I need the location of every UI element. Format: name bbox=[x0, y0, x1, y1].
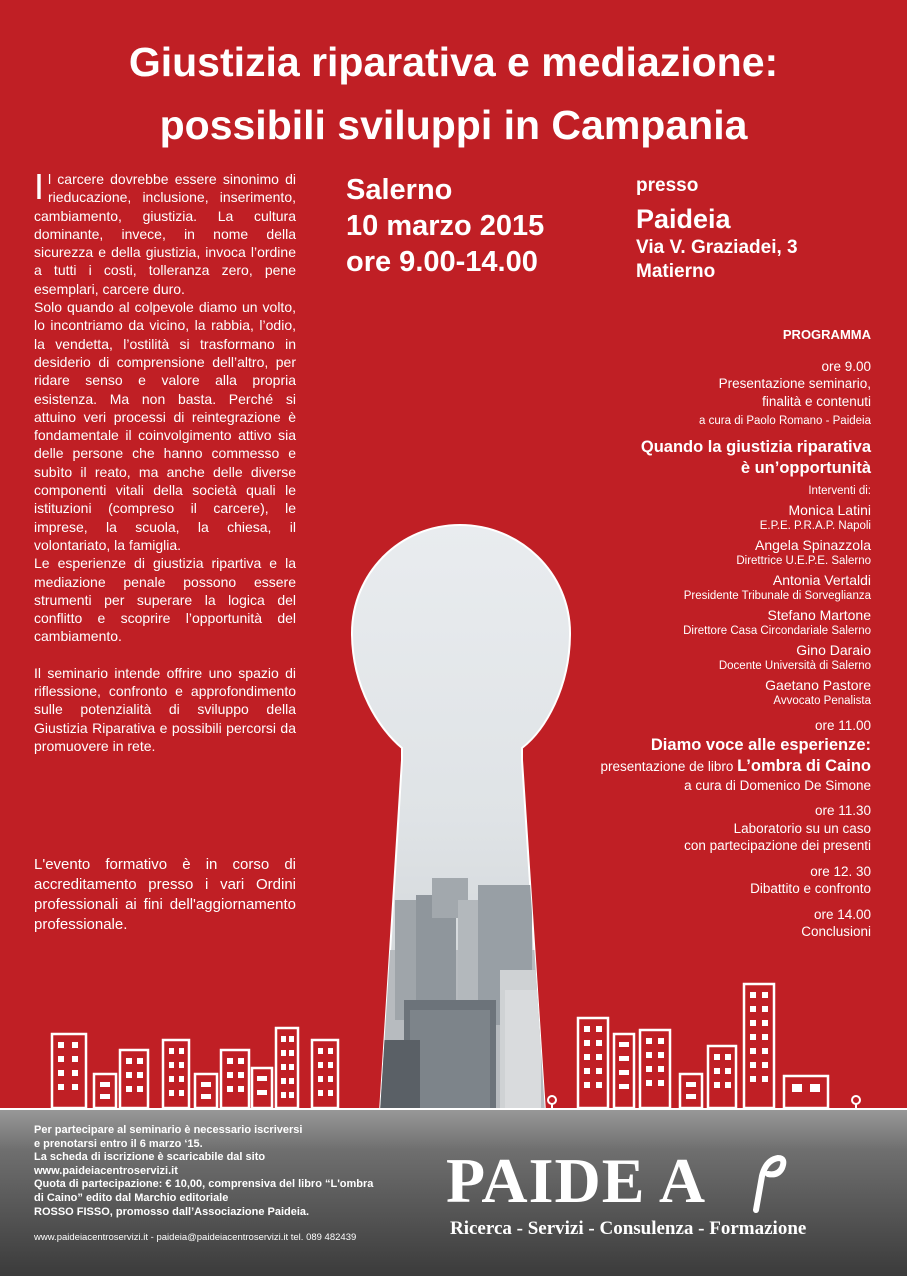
speaker-name: Gaetano Pastore bbox=[765, 677, 871, 693]
right-skyline bbox=[578, 984, 828, 1108]
venue-presso: presso bbox=[636, 175, 699, 196]
session-2-title-2: è un’opportunità bbox=[740, 459, 871, 477]
registration-line: La scheda di iscrizione è scaricabile dal sito bbox=[34, 1151, 266, 1164]
intro-paragraph-1: l carcere dovrebbe essere sinonimo di rieducazione, inclusione, inserimento, cambiamento, giustizia. La cultura dominante, invece, in nome della sicurezza e della giustizia, invoca l’ordine a tutti i costi, tolleranza zero, pene esemplari, carcere duro. bbox=[34, 171, 296, 297]
session-2-title-1: Quando la giustizia riparativa bbox=[640, 438, 871, 456]
session-1-time: ore 9.00 bbox=[821, 358, 871, 374]
session-1-by: a cura di Paolo Romano - Paideia bbox=[699, 415, 871, 427]
title-line-2: possibili sviluppi in Campania bbox=[159, 102, 748, 148]
speaker-role: E.P.E. P.R.A.P. Napoli bbox=[759, 520, 871, 532]
logo-wordmark: PAIDE A bbox=[446, 1145, 707, 1216]
registration-info bbox=[34, 1124, 404, 1219]
logo-tagline: Ricerca - Servizi - Consulenza - Formazione bbox=[450, 1218, 807, 1239]
event-time: ore 9.00-14.00 bbox=[346, 246, 538, 278]
speaker-role: Presidente Tribunale di Sorveglianza bbox=[683, 590, 871, 602]
venue-address: Via V. Graziadei, 3 bbox=[636, 237, 798, 258]
intro-paragraph-4: Il seminario intende offrire uno spazio di riflessione, confronto e approfondimento sulle potenzialità di sviluppo della Giustizia Riparativa e possibili percorsi da promuovere in rete. bbox=[34, 664, 296, 754]
session-5-title: Dibattito e confronto bbox=[750, 881, 871, 896]
session-4-title-1: Laboratorio su un caso bbox=[733, 820, 871, 836]
intro-paragraph-3: Le esperienze di giustizia ripartiva e la mediazione penale possono essere strumenti per superare la logica del conflitto e scoprire l’opportunità del cambiamento. bbox=[34, 555, 296, 645]
session-5-time: ore 12. 30 bbox=[810, 863, 871, 879]
speaker-role: Direttore Casa Circondariale Salerno bbox=[683, 625, 871, 637]
speaker-role: Avvocato Penalista bbox=[773, 695, 871, 707]
paideia-logo bbox=[446, 1145, 874, 1248]
intro-text bbox=[34, 166, 296, 755]
event-details bbox=[346, 172, 544, 280]
session-3-book-pre: presentazione de libro bbox=[600, 758, 734, 774]
contacts[interactable]: www.paideiacentroservizi.it - paideia@paideiacentroservizi.it tel. 089 482439 bbox=[34, 1232, 357, 1243]
event-city: Salerno bbox=[346, 174, 453, 206]
speaker-role: Docente Università di Salerno bbox=[718, 660, 871, 672]
registration-line: e prenotarsi entro il 6 marzo ‘15. bbox=[34, 1137, 203, 1150]
registration-line: di Caino” edito dal Marchio editoriale bbox=[34, 1191, 229, 1204]
left-skyline bbox=[52, 1028, 338, 1108]
logo-swirl-icon bbox=[748, 1154, 788, 1214]
drop-cap: I bbox=[34, 166, 45, 207]
session-4-time: ore 11.30 bbox=[814, 803, 871, 818]
title-line-1: Giustizia riparativa e mediazione: bbox=[128, 39, 779, 85]
accreditation-note: L'evento formativo è in corso di accreditamento presso i vari Ordini professionali ai fini dell'aggiornamento professionale. bbox=[34, 856, 296, 933]
session-6-time: ore 14.00 bbox=[813, 906, 871, 922]
speaker-role: Direttrice U.E.P.E. Salerno bbox=[736, 555, 871, 567]
intro-paragraph-2: Solo quando al colpevole diamo un volto, lo incontriamo da vicino, la rabbia, l’odio, la vendetta, l’ostilità si trasformano in desiderio di comprensione dell’altro, per ridare senso e valore alla propria esistenza. Ma non basta. Perché si attuino veri processi di reintegrazione è fondamentale il coinvolgimento attivo sia delle persone che hanno commesso e subìto il reato, ma anche delle diverse componenti vitali della società quali le istituzioni (compreso il carcere), le imprese, la scuola, la chiesa, il volontariato, la famiglia. bbox=[34, 299, 296, 553]
speaker-name: Stefano Martone bbox=[767, 607, 871, 623]
session-4-title-2: con partecipazione dei presenti bbox=[684, 838, 871, 853]
venue-locality: Matierno bbox=[636, 261, 716, 282]
speaker-name: Angela Spinazzola bbox=[755, 537, 871, 553]
program-heading: PROGRAMMA bbox=[782, 327, 871, 342]
session-3-title: Diamo voce alle esperienze: bbox=[650, 735, 871, 754]
event-date: 10 marzo 2015 bbox=[346, 210, 545, 242]
registration-line: ROSSO FISSO, promosso dall’Associazione Paideia. bbox=[34, 1205, 310, 1218]
session-1-title-2: finalità e contenuti bbox=[762, 393, 871, 409]
session-1-title-1: Presentazione seminario, bbox=[718, 376, 871, 391]
session-2-interventi: Interventi di: bbox=[808, 485, 871, 497]
session-3-time: ore 11.00 bbox=[814, 718, 871, 733]
registration-line: Quota di partecipazione: € 10,00, comprensiva del libro “L'ombra bbox=[34, 1178, 374, 1191]
session-3-by: a cura di Domenico De Simone bbox=[684, 777, 871, 793]
venue-details bbox=[636, 174, 798, 284]
program bbox=[451, 326, 871, 941]
venue-name: Paideia bbox=[636, 204, 731, 234]
session-3-book: L’ombra di Caino bbox=[737, 756, 871, 775]
registration-line: Per partecipare al seminario è necessario iscriversi bbox=[34, 1124, 303, 1136]
speaker-name: Monica Latini bbox=[788, 502, 871, 518]
speaker-name: Gino Daraio bbox=[796, 642, 871, 658]
registration-website[interactable]: www.paideiacentroservizi.it bbox=[34, 1164, 178, 1177]
speaker-name: Antonia Vertaldi bbox=[772, 572, 871, 588]
street-lamps bbox=[548, 1096, 860, 1108]
session-6-title: Conclusioni bbox=[801, 924, 871, 939]
